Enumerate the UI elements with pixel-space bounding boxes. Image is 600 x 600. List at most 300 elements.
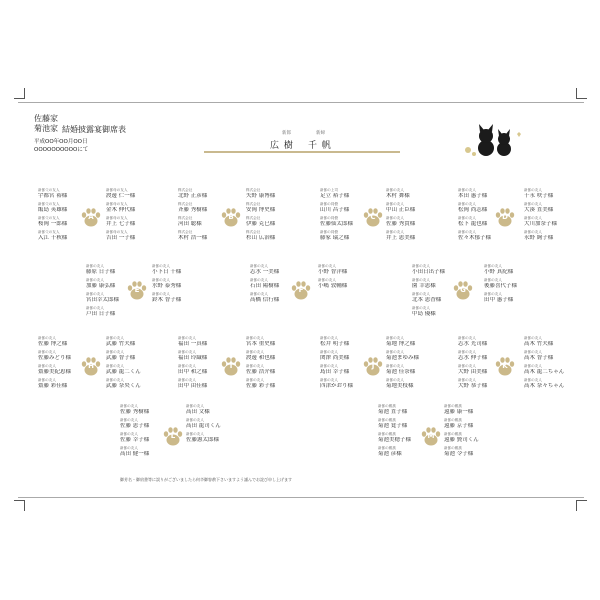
guest-name: 宮本 重史様 — [246, 341, 276, 347]
guest-name: 大野 恭子様 — [458, 383, 488, 389]
guest-relation: 新郎の友人 — [386, 364, 404, 368]
guest-name: 志水 一美様 — [250, 269, 280, 275]
guest-name: 山川 昌子様 — [320, 207, 350, 213]
guest-seat — [246, 350, 306, 362]
guest-relation: 新郎の友人 — [386, 188, 404, 192]
guest-seat — [386, 378, 446, 390]
guest-relation: 新郎の友人 — [524, 230, 542, 234]
guest-relation: 新郎の友人 — [524, 364, 542, 368]
guest-relation: 新郎の友人 — [120, 446, 138, 450]
groom-family: 佐藤家 — [34, 114, 58, 123]
guest-relation: 新郎父の友人 — [38, 230, 60, 234]
table-letter: K — [502, 362, 508, 370]
guest-seat — [38, 336, 98, 348]
guest-seat — [178, 336, 238, 348]
guest-name: 関澤 尚美様 — [320, 355, 350, 361]
guest-seat — [524, 216, 584, 228]
guest-seat — [106, 364, 166, 376]
guest-name: 武藤 奈央くん — [106, 383, 141, 389]
guest-seat — [38, 350, 98, 362]
guest-name: 高橋 信行様 — [250, 297, 280, 303]
guest-name: 武藤 龍二くん — [106, 369, 141, 375]
date-venue — [34, 138, 154, 154]
guest-relation: 新郎の友人 — [484, 278, 502, 282]
table-letter: G — [460, 286, 466, 294]
guest-relation: 新郎の親族 — [444, 446, 462, 450]
guest-seat — [120, 404, 180, 416]
guest-name: 遠藤 賢司くん — [444, 437, 479, 443]
guest-seat — [178, 188, 238, 200]
guest-name: 佐藤みどり様 — [38, 355, 72, 361]
guest-name: 小野 智洋様 — [318, 269, 348, 275]
guest-relation: 新郎父の友人 — [38, 188, 60, 192]
guest-seat — [524, 230, 584, 242]
guest-relation: 新郎の友人 — [458, 216, 476, 220]
guest-name: 本田 惠子様 — [458, 193, 488, 199]
venue-line: OOOOOOOOOOにて — [34, 147, 89, 153]
guest-name: 戸田 日子様 — [86, 311, 116, 317]
guest-seat — [38, 202, 98, 214]
guest-relation: 新郎の上司 — [320, 188, 338, 192]
guest-seat — [106, 216, 166, 228]
guest-name: 高田 龍司くん — [186, 423, 221, 429]
guest-seat — [458, 378, 518, 390]
guest-name: 菊池まゆみ様 — [386, 355, 420, 361]
guest-seat — [250, 278, 310, 290]
guest-relation: 新郎の親族 — [378, 418, 396, 422]
guest-relation: 新郎の親族 — [378, 446, 396, 450]
guest-relation: 新郎の友人 — [178, 336, 196, 340]
guest-seat — [484, 264, 544, 276]
guest-seat — [386, 188, 446, 200]
guest-relation: 新郎の友人 — [458, 188, 476, 192]
guest-seat — [412, 264, 472, 276]
guest-seat — [106, 350, 166, 362]
guest-name: 高木 龍二ちゃん — [524, 369, 565, 375]
guest-relation: 新郎の友人 — [86, 306, 104, 310]
guest-relation: 新郎の友人 — [152, 264, 170, 268]
guest-relation: 新郎の友人 — [38, 378, 56, 382]
guest-name: 菊池 寛子様 — [378, 423, 408, 429]
guest-name: 松井 明子様 — [320, 341, 350, 347]
guest-name: 大川加奈子様 — [524, 221, 558, 227]
guest-name: 吉田 一子様 — [106, 235, 136, 241]
guest-name: 小野 真紀様 — [484, 269, 514, 275]
guest-name: 菊池 彦様 — [378, 451, 402, 457]
guest-name: 藤家 瑞之様 — [320, 235, 350, 241]
guest-name: 松下 龍也様 — [458, 221, 488, 227]
table-letter: J — [371, 362, 375, 370]
guest-seat — [106, 336, 166, 348]
guest-relation: 新郎の友人 — [106, 336, 124, 340]
guest-name: 鈴木 智子様 — [152, 297, 182, 303]
guest-relation: 新郎の友人 — [120, 404, 138, 408]
guest-relation: 新郎の友人 — [38, 336, 56, 340]
family-names — [34, 114, 58, 134]
guest-relation: 新郎の友人 — [412, 306, 430, 310]
guest-name: 菊地 博之様 — [386, 341, 416, 347]
guest-seat — [106, 188, 166, 200]
guest-seat — [524, 336, 584, 348]
guest-name: 菊池美穂子様 — [378, 437, 412, 443]
guest-relation: 新郎の友人 — [186, 432, 204, 436]
guest-relation: 新郎の友人 — [186, 418, 204, 422]
guest-name: 四津かおり様 — [320, 383, 354, 389]
guest-seat — [444, 418, 504, 430]
guest-seat — [86, 306, 146, 318]
guest-name: 菊池 令子様 — [444, 451, 474, 457]
guest-relation: 新郎の友人 — [386, 378, 404, 382]
guest-name: 田中 惠子様 — [484, 297, 514, 303]
guest-seat — [152, 264, 212, 276]
table-letter: C — [370, 213, 376, 221]
guest-relation: 新郎の友人 — [386, 202, 404, 206]
guest-seat — [458, 350, 518, 362]
guest-name: 園 幸恵様 — [412, 283, 436, 289]
guest-name: 千永 咲子様 — [524, 193, 554, 199]
bride-name: 千 帆 — [308, 141, 332, 151]
guest-seat — [378, 418, 438, 430]
guest-seat — [246, 364, 306, 376]
guest-seat — [246, 336, 306, 348]
guest-name: 藤原 日子様 — [86, 269, 116, 275]
table-letter: B — [228, 213, 234, 221]
guest-seat — [320, 364, 380, 376]
guest-name: 菊地美枝様 — [386, 383, 414, 389]
guest-seat — [524, 202, 584, 214]
crop-mark — [576, 500, 587, 511]
guest-relation: 新郎父の友人 — [38, 216, 60, 220]
guest-relation: 新郎の友人 — [246, 378, 264, 382]
table-letter: F — [298, 286, 304, 294]
guest-relation: 新郎母の友人 — [106, 188, 128, 192]
table-letter: A — [88, 213, 94, 221]
guest-name: 北野 正彦様 — [178, 193, 208, 199]
guest-relation: 新郎の友人 — [524, 336, 542, 340]
guest-relation: 新郎の友人 — [178, 364, 196, 368]
guest-seat — [250, 292, 310, 304]
guest-name: 福田 一真様 — [178, 341, 208, 347]
guest-name: 佐藤 秀樹様 — [120, 409, 150, 415]
guest-relation: 新郎の同僚 — [320, 230, 338, 234]
guest-name: 後藤喜代子様 — [484, 283, 518, 289]
guest-name: 小下日 千様 — [152, 269, 182, 275]
guest-name: 石田 陽樹様 — [250, 283, 280, 289]
guest-relation: 新郎の友人 — [320, 364, 338, 368]
date-line: 平成OO年OO月OO日 — [34, 139, 88, 145]
guest-seat — [318, 278, 378, 290]
guest-seat — [120, 418, 180, 430]
guest-name: 田中 和之様 — [178, 369, 208, 375]
guest-relation: 新郎の友人 — [250, 264, 268, 268]
guest-relation: 新郎の友人 — [246, 350, 264, 354]
guest-name: 菊池 直子様 — [378, 409, 408, 415]
guest-seat — [458, 230, 518, 242]
guest-name: 渡邊 和也様 — [246, 355, 276, 361]
guest-seat — [246, 188, 306, 200]
groom-name: 広 樹 — [270, 141, 294, 151]
guest-name: 武藤 竹夫様 — [106, 341, 136, 347]
guest-name: 佐藤憲太郎様 — [186, 437, 220, 443]
guest-seat — [246, 378, 306, 390]
guest-seat — [524, 364, 584, 376]
guest-seat — [178, 230, 238, 242]
guest-seat — [86, 292, 146, 304]
guest-relation: 株式会社 — [178, 230, 193, 234]
groom-label: 新郎 — [282, 131, 291, 136]
guest-name: 宇都宮 裕様 — [38, 193, 68, 199]
guest-seat — [38, 364, 98, 376]
dog-couple-icon — [462, 122, 526, 158]
guest-relation: 新郎の友人 — [38, 350, 56, 354]
guest-seat — [186, 432, 246, 444]
guest-seat — [320, 188, 380, 200]
guest-name: 斉藤 秀樹様 — [178, 207, 208, 213]
guest-seat — [412, 278, 472, 290]
guest-seat — [186, 404, 246, 416]
guest-name: 伊藤 克巳様 — [246, 221, 276, 227]
crop-mark — [576, 88, 587, 99]
guest-relation: 新郎の友人 — [106, 350, 124, 354]
guest-seat — [458, 336, 518, 348]
guest-relation: 株式会社 — [246, 230, 261, 234]
guest-relation: 新郎の友人 — [386, 230, 404, 234]
guest-name: 木村 浩一様 — [178, 235, 208, 241]
guest-seat — [524, 350, 584, 362]
guest-relation: 新郎の友人 — [412, 292, 430, 296]
guest-relation: 新郎の友人 — [386, 350, 404, 354]
guest-seat — [318, 264, 378, 276]
table-letter: D — [502, 213, 508, 221]
guest-seat — [378, 432, 438, 444]
guest-name: 杉山 広治様 — [246, 235, 276, 241]
guest-relation: 株式会社 — [178, 202, 193, 206]
guest-name: 高田 健一様 — [120, 451, 150, 457]
guest-relation: 新郎の友人 — [524, 188, 542, 192]
guest-seat — [484, 278, 544, 290]
guest-seat — [152, 278, 212, 290]
guest-seat — [444, 432, 504, 444]
guest-relation: 新郎の親族 — [378, 404, 396, 408]
crop-mark — [14, 500, 25, 511]
guest-name: 佐藤 秀貴様 — [386, 221, 416, 227]
guest-name: 大野 由美様 — [458, 369, 488, 375]
guest-seat — [320, 350, 380, 362]
guest-name: 福田 玲織様 — [178, 355, 208, 361]
guest-relation: 新郎の友人 — [186, 404, 204, 408]
guest-relation: 新郎の友人 — [86, 278, 104, 282]
guest-name: 小田日出子様 — [412, 269, 446, 275]
guest-relation: 新郎の友人 — [484, 292, 502, 296]
guest-name: 佐々木郁子様 — [458, 235, 492, 241]
guest-name: 河田 聡様 — [178, 221, 202, 227]
guest-relation: 新郎の友人 — [320, 378, 338, 382]
guest-seat — [106, 202, 166, 214]
guest-seat — [320, 336, 380, 348]
guest-relation: 新郎の友人 — [120, 432, 138, 436]
guest-seat — [106, 378, 166, 390]
guest-name: 高木 智子様 — [524, 355, 554, 361]
guest-seat — [386, 364, 446, 376]
guest-name: 遠藤 康一様 — [444, 409, 474, 415]
guest-relation: 新郎の友人 — [250, 278, 268, 282]
guest-seat — [86, 278, 146, 290]
guest-name: 佐藤 幸子様 — [120, 437, 150, 443]
guest-name: 佐藤 彩子様 — [246, 383, 276, 389]
guest-seat — [106, 230, 166, 242]
guest-seat — [444, 446, 504, 458]
guest-name: 小嶋 敦輔様 — [318, 283, 348, 289]
guest-seat — [38, 216, 98, 228]
table-letter: L — [170, 432, 176, 440]
guest-seat — [38, 188, 98, 200]
guest-seat — [524, 378, 584, 390]
guest-relation: 新郎の友人 — [412, 278, 430, 282]
guest-seat — [246, 230, 306, 242]
footer-note: 御芳名・御肩書等に誤りがございましたら何卒御容赦下さいますよう謹んでお詫び申し上げます — [120, 477, 292, 482]
guest-seat — [152, 292, 212, 304]
guest-relation: 新郎の友人 — [458, 364, 476, 368]
guest-seat — [178, 202, 238, 214]
guest-seat — [444, 404, 504, 416]
guest-name: 佐藤 博之様 — [38, 341, 68, 347]
guest-relation: 新郎の友人 — [318, 264, 336, 268]
guest-relation: 新郎の同僚 — [320, 202, 338, 206]
guest-relation: 新郎の友人 — [386, 216, 404, 220]
guest-relation: 新郎の友人 — [178, 378, 196, 382]
guest-relation: 新郎の友人 — [458, 336, 476, 340]
guest-seat — [38, 378, 98, 390]
guest-seat — [320, 202, 380, 214]
guest-relation: 株式会社 — [246, 188, 261, 192]
guest-name: 入江 千秋様 — [38, 235, 68, 241]
guest-name: 北本 恵香様 — [412, 297, 442, 303]
guest-name: 桜岡 一郎様 — [38, 221, 68, 227]
guest-name: 齋藤美紀恵様 — [38, 369, 72, 375]
guest-seat — [378, 446, 438, 458]
guest-relation: 新郎の友人 — [320, 336, 338, 340]
guest-relation: 株式会社 — [246, 216, 261, 220]
guest-seat — [458, 216, 518, 228]
guest-relation: 新郎の友人 — [250, 292, 268, 296]
guest-seat — [186, 418, 246, 430]
guest-name: 井上 恵美様 — [386, 235, 416, 241]
guest-name: 足立 裕子様 — [320, 193, 350, 199]
guest-relation: 新郎の友人 — [484, 264, 502, 268]
guest-name: 島田 幸子様 — [320, 369, 350, 375]
guest-name: 宮田幸太郎様 — [86, 297, 120, 303]
guest-relation: 新郎の友人 — [524, 378, 542, 382]
guest-relation: 新郎の友人 — [178, 350, 196, 354]
guest-seat — [386, 216, 446, 228]
guest-name: 加藤 康弘様 — [86, 283, 116, 289]
guest-relation: 新郎の友人 — [86, 264, 104, 268]
guest-relation: 新郎の親族 — [444, 432, 462, 436]
guest-seat — [178, 378, 238, 390]
guest-name: 中島 優様 — [412, 311, 436, 317]
guest-name: 武藤 智子様 — [106, 355, 136, 361]
guest-name: 水野 泰秀様 — [152, 283, 182, 289]
guest-seat — [524, 188, 584, 200]
guest-name: 永野 絢子様 — [524, 235, 554, 241]
guest-seat — [458, 188, 518, 200]
guest-relation: 新郎の友人 — [246, 336, 264, 340]
guest-name: 矢野 康博様 — [246, 193, 276, 199]
guest-seat — [386, 336, 446, 348]
guest-seat — [320, 216, 380, 228]
guest-name: 佐藤 浩介様 — [246, 369, 276, 375]
guest-relation: 新郎の友人 — [246, 364, 264, 368]
guest-seat — [120, 446, 180, 458]
guest-seat — [412, 306, 472, 318]
guest-seat — [320, 378, 380, 390]
guest-name: 安岡 博史様 — [246, 207, 276, 213]
guest-name: 佐藤仙太郎様 — [320, 221, 354, 227]
guest-name: 大湊 直美様 — [524, 207, 554, 213]
table-letter: M — [427, 432, 435, 440]
guest-relation: 新郎の友人 — [120, 418, 138, 422]
page-title: 結婚披露宴御席表 — [62, 125, 126, 134]
guest-seat — [386, 350, 446, 362]
guest-seat — [386, 230, 446, 242]
guest-relation: 新郎の親族 — [444, 404, 462, 408]
guest-name: 志水 伸子様 — [458, 355, 488, 361]
guest-relation: 株式会社 — [178, 216, 193, 220]
guest-name: 齋藤 彩佳様 — [38, 383, 68, 389]
guest-relation: 株式会社 — [246, 202, 261, 206]
guest-relation: 新郎母の友人 — [106, 230, 128, 234]
guest-seat — [246, 202, 306, 214]
guest-relation: 新郎の親族 — [378, 432, 396, 436]
bride-label: 新婦 — [316, 131, 325, 136]
guest-relation: 新郎の友人 — [412, 264, 430, 268]
crop-mark — [14, 88, 25, 99]
guest-name: 佐藤 恵子様 — [120, 423, 150, 429]
guest-relation: 新郎の友人 — [38, 364, 56, 368]
guest-relation: 新郎の友人 — [106, 364, 124, 368]
guest-relation: 新郎の友人 — [458, 230, 476, 234]
guest-relation: 新郎の親族 — [444, 418, 462, 422]
guest-seat — [178, 364, 238, 376]
guest-relation: 新郎の友人 — [386, 336, 404, 340]
guest-name: 渡邊 仁一様 — [106, 193, 136, 199]
guest-seat — [386, 202, 446, 214]
couple-divider — [204, 151, 400, 153]
guest-name: 志水 光司様 — [458, 341, 488, 347]
table-letter: H — [88, 362, 94, 370]
bride-family: 菊池家 — [34, 124, 58, 133]
guest-name: 金木 伸代様 — [106, 207, 136, 213]
guest-name: 飯島 英雄様 — [38, 207, 68, 213]
guest-relation: 新郎の友人 — [106, 378, 124, 382]
guest-name: 遠藤 京子様 — [444, 423, 474, 429]
guest-name: 菊池 佳奈様 — [386, 369, 416, 375]
guest-name: 高田 文様 — [186, 409, 210, 415]
guest-relation: 株式会社 — [178, 188, 193, 192]
guest-relation: 新郎の友人 — [458, 350, 476, 354]
guest-seat — [120, 432, 180, 444]
guest-relation: 新郎の友人 — [320, 350, 338, 354]
guest-seat — [86, 264, 146, 276]
guest-relation: 新郎の同僚 — [320, 216, 338, 220]
guest-name: 松岡 尚志様 — [458, 207, 488, 213]
guest-relation: 新郎の友人 — [318, 278, 336, 282]
guest-seat — [178, 350, 238, 362]
guest-relation: 新郎母の友人 — [106, 202, 128, 206]
guest-relation: 新郎の友人 — [524, 216, 542, 220]
guest-seat — [484, 292, 544, 304]
guest-name: 田中 由佳様 — [178, 383, 208, 389]
